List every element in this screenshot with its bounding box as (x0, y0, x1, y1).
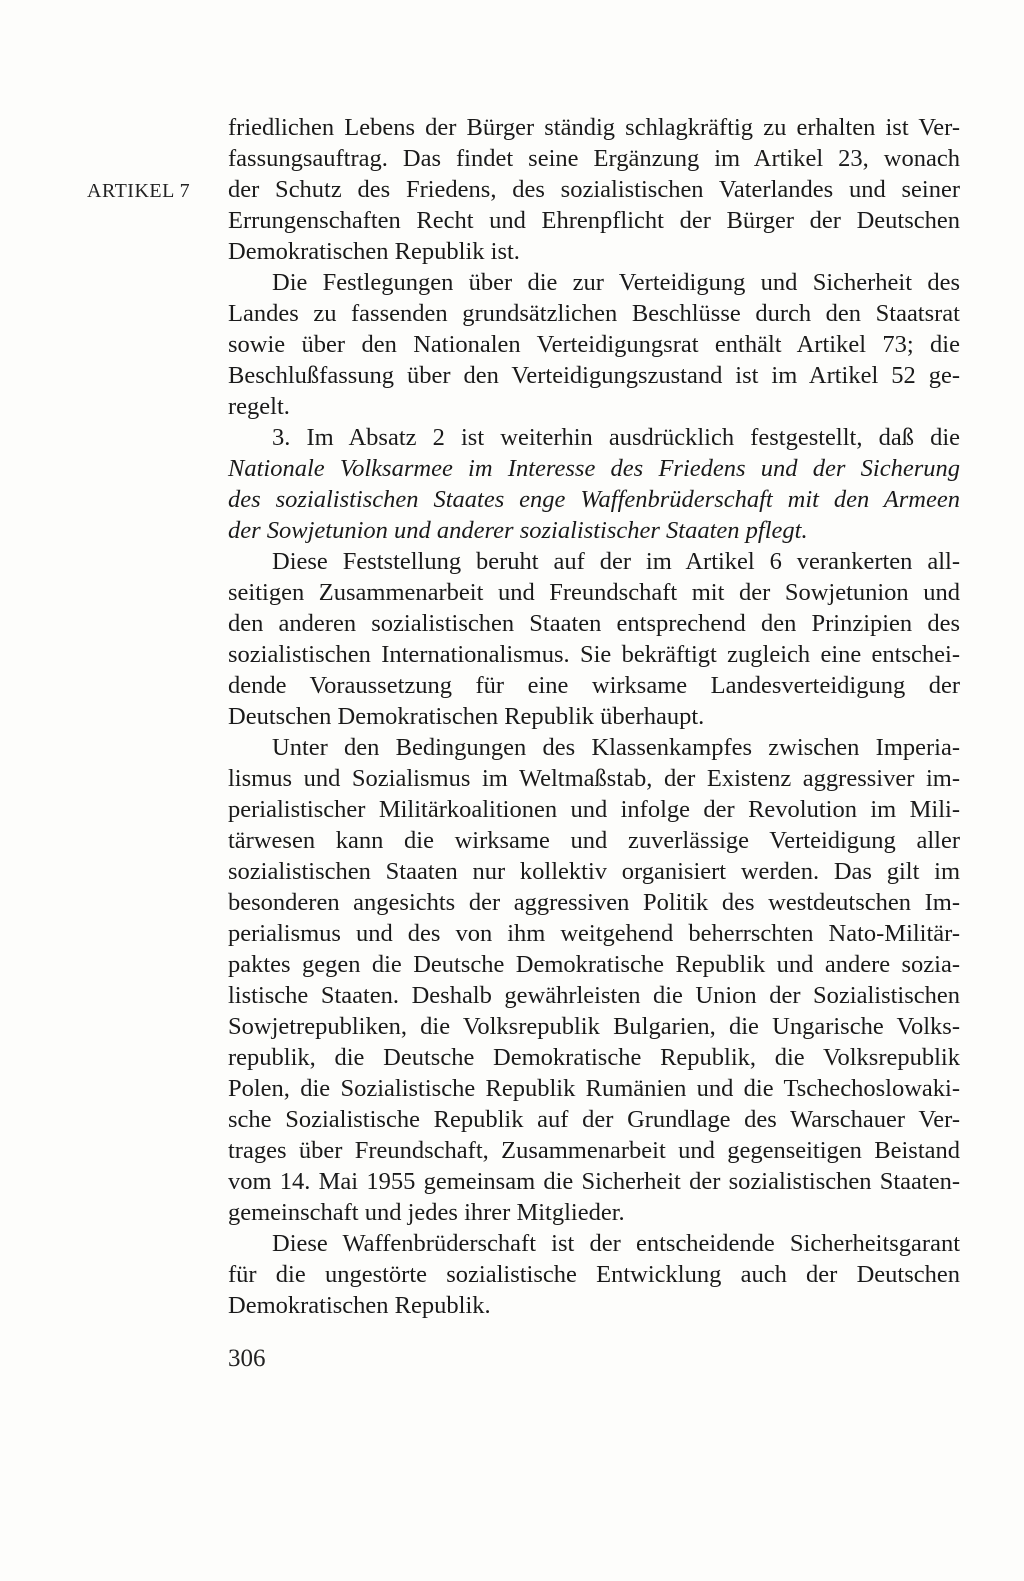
text-line: der Schutz des Friedens, des sozialistischen Vaterlandes und seiner (228, 176, 960, 203)
paragraph (228, 422, 960, 546)
text-line: Nationale Volksarmee im Interesse des Friedens und der Sicherung (228, 455, 960, 482)
text-line: besonderen angesichts der aggressiven Politik des westdeutschen Im- (228, 889, 960, 916)
text-line: den anderen sozialistischen Staaten entsprechend den Prinzipien des (228, 610, 960, 637)
text-line: Demokratischen Republik. (228, 1292, 491, 1319)
text-line: perialismus und des von ihm weitgehend beherrschten Nato-Militär- (228, 920, 960, 947)
text-line: Unter den Bedingungen des Klassenkampfes zwischen Imperia- (272, 734, 960, 761)
text-line: Diese Feststellung beruht auf der im Artikel 6 verankerten all- (272, 548, 960, 575)
text-line: Sowjetrepubliken, die Volksrepublik Bulgarien, die Ungarische Volks- (228, 1013, 960, 1040)
text-line: des sozialistischen Staates enge Waffenbrüderschaft mit den Armeen (228, 486, 960, 513)
text-line: vom 14. Mai 1955 gemeinsam die Sicherheit der sozialistischen Staaten- (228, 1168, 960, 1195)
text-line: paktes gegen die Deutsche Demokratische Republik und andere sozia- (228, 951, 960, 978)
text-line: Polen, die Sozialistische Republik Rumänien und die Tschechoslowaki- (228, 1075, 960, 1102)
text-line: friedlichen Lebens der Bürger ständig schlagkräftig zu erhalten ist Ver- (228, 114, 960, 141)
text-line: Demokratischen Republik ist. (228, 238, 520, 265)
text-line: trages über Freundschaft, Zusammenarbeit und gegenseitigen Beistand (228, 1137, 960, 1164)
text-line: regelt. (228, 393, 290, 420)
text-line: sowie über den Nationalen Verteidigungsrat enthält Artikel 73; die (228, 331, 960, 358)
text-line: Diese Waffenbrüderschaft ist der entscheidende Sicherheitsgarant (272, 1230, 960, 1257)
text-line: der Sowjetunion und anderer sozialistischer Staaten pflegt. (228, 517, 808, 544)
text-line: tärwesen kann die wirksame und zuverlässige Verteidigung aller (228, 827, 960, 854)
paragraph (228, 546, 960, 732)
body-text (228, 112, 960, 1321)
paragraph (228, 267, 960, 422)
text-line: Landes zu fassenden grundsätzlichen Beschlüsse durch den Staatsrat (228, 300, 960, 327)
text-line: republik, die Deutsche Demokratische Republik, die Volksrepublik (228, 1044, 960, 1071)
text-line: Errungenschaften Recht und Ehrenpflicht der Bürger der Deutschen (228, 207, 960, 234)
text-line: Beschlußfassung über den Verteidigungszustand ist im Artikel 52 ge- (228, 362, 960, 389)
text-line: fassungsauftrag. Das findet seine Ergänzung im Artikel 23, wonach (228, 145, 960, 172)
text-line: lismus und Sozialismus im Weltmaßstab, der Existenz aggressiver im- (228, 765, 960, 792)
text-line: 3. Im Absatz 2 ist weiterhin ausdrücklich festgestellt, daß die (272, 424, 960, 451)
text-line: seitigen Zusammenarbeit und Freundschaft mit der Sowjetunion und (228, 579, 960, 606)
text-line: dende Voraussetzung für eine wirksame Landesverteidigung der (228, 672, 960, 699)
text-line: perialistischer Militärkoalitionen und infolge der Revolution im Mili- (228, 796, 960, 823)
text-line: Deutschen Demokratischen Republik überhaupt. (228, 703, 705, 730)
text-line: Die Festlegungen über die zur Verteidigung und Sicherheit des (272, 269, 960, 296)
margin-note-article-ref: ARTIKEL 7 (87, 180, 191, 202)
paragraph (228, 1228, 960, 1321)
paragraph (228, 112, 960, 267)
paragraph (228, 732, 960, 1228)
text-line: listische Staaten. Deshalb gewährleisten die Union der Sozialistischen (228, 982, 960, 1009)
text-line: gemeinschaft und jedes ihrer Mitglieder. (228, 1199, 625, 1226)
page-number: 306 (228, 1345, 266, 1372)
text-line: sozialistischen Internationalismus. Sie bekräftigt zugleich eine entschei- (228, 641, 960, 668)
text-line: für die ungestörte sozialistische Entwicklung auch der Deutschen (228, 1261, 960, 1288)
text-line: sche Sozialistische Republik auf der Grundlage des Warschauer Ver- (228, 1106, 960, 1133)
text-line: sozialistischen Staaten nur kollektiv organisiert werden. Das gilt im (228, 858, 960, 885)
